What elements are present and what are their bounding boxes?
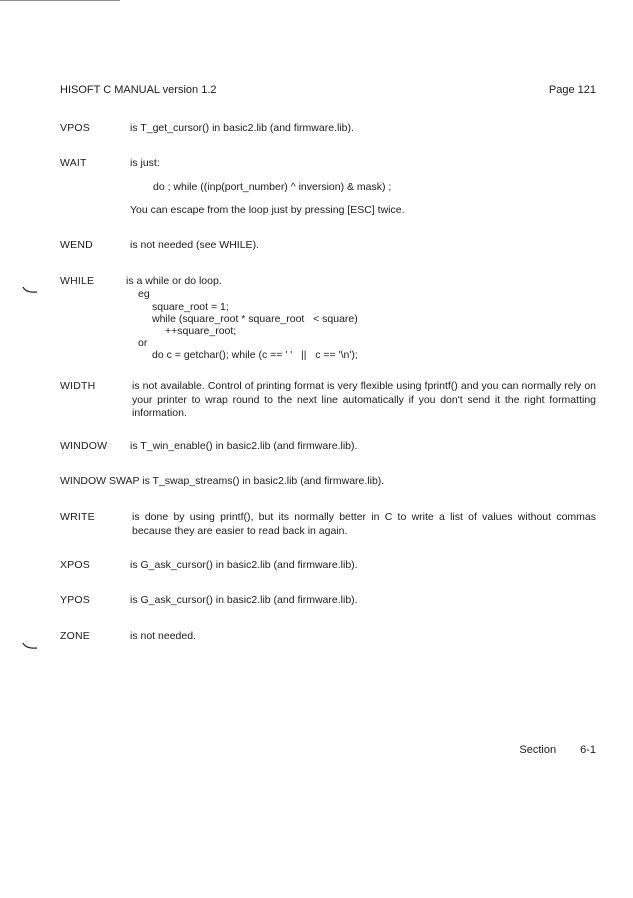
- keyword: WEND: [60, 239, 93, 251]
- manual-title: HISOFT C MANUAL version 1.2: [60, 84, 217, 96]
- description: is just:: [130, 157, 160, 169]
- description: is G_ask_cursor() in basic2.lib (and firmware.lib).: [130, 594, 358, 606]
- code-line: while (square_root * square_root < square): [152, 313, 358, 325]
- keyword: WAIT: [60, 157, 87, 169]
- description: is a while or do loop.: [126, 275, 222, 287]
- keyword: WHILE: [60, 275, 95, 287]
- description: is done by using printf(), but its normally better in C to write a list of values without commas because they are easier to read back in again.: [132, 511, 596, 537]
- description: is not available. Control of printing format is very flexible using fprintf() and you can normally rely on your printer to wrap round to the next line automatically if you don't send it the right formatting information.: [132, 380, 596, 419]
- keyword: WRITE: [60, 511, 95, 523]
- margin-tick-mark: [22, 286, 38, 294]
- description: is not needed.: [130, 630, 196, 642]
- example-label: eg: [138, 288, 150, 300]
- description: is T_win_enable() in basic2.lib (and firmware.lib).: [130, 440, 358, 452]
- keyword: WIDTH: [60, 380, 96, 392]
- page-footer: [519, 744, 596, 756]
- page-number: Page 121: [548, 84, 596, 96]
- keyword: XPOS: [60, 559, 90, 571]
- keyword: ZONE: [60, 630, 90, 642]
- keyword: WINDOW: [60, 440, 108, 452]
- keyword: YPOS: [60, 594, 90, 606]
- section-number: 6-1: [580, 744, 596, 756]
- code-line: do c = getchar(); while (c == ' ' || c == '\n');: [152, 349, 358, 361]
- description: is T_get_cursor() in basic2.lib (and firmware.lib).: [130, 122, 354, 134]
- note: You can escape from the loop just by pressing [ESC] twice.: [130, 204, 405, 216]
- code-line: square_root = 1;: [152, 301, 229, 313]
- code-line: ++square_root;: [165, 325, 237, 337]
- description: is not needed (see WHILE).: [130, 239, 259, 251]
- scan-edge-line: [0, 0, 120, 1]
- description: WINDOW SWAP is T_swap_streams() in basic2.lib (and firmware.lib).: [60, 475, 385, 487]
- description: is G_ask_cursor() in basic2.lib (and firmware.lib).: [130, 559, 358, 571]
- keyword: VPOS: [60, 122, 90, 134]
- code-line: do ; while ((inp(port_number) ^ inversion) & mask) ;: [153, 181, 392, 193]
- or-label: or: [138, 337, 148, 349]
- entry-window-swap: [60, 475, 596, 489]
- margin-tick-mark: [22, 642, 38, 650]
- section-label: Section: [519, 744, 557, 756]
